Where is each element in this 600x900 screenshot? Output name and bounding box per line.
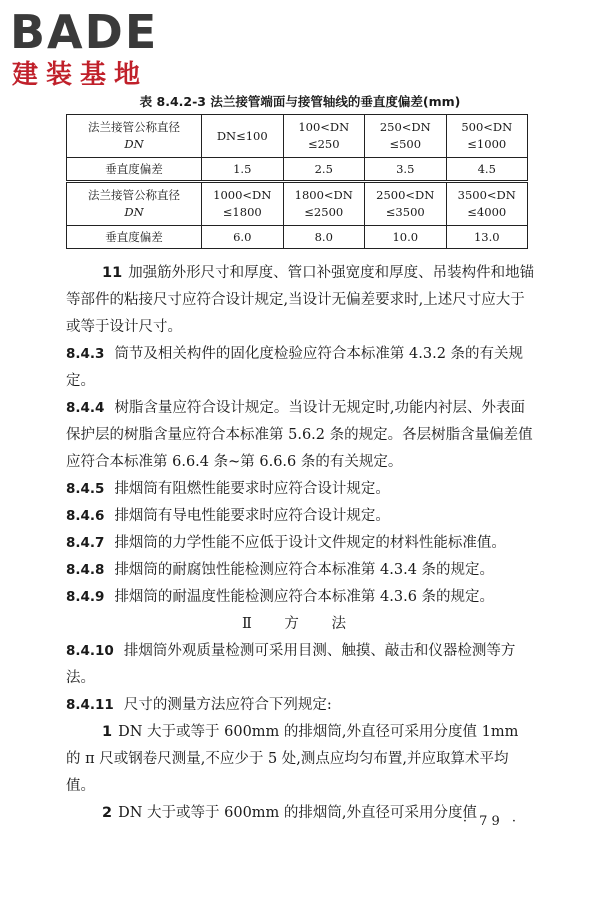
table-cell: 垂直度偏差 <box>67 226 202 249</box>
table-cell: 10.0 <box>365 226 447 249</box>
table-header-cell: 法兰接管公称直径 DN <box>67 115 202 158</box>
clause-8-4-5: 8.4.5 排烟筒有阻燃性能要求时应符合设计规定。 <box>66 481 390 497</box>
table-row <box>67 158 528 182</box>
clause-8-4-8: 8.4.8 排烟筒的耐腐蚀性能检测应符合本标准第 4.3.4 条的规定。 <box>66 562 495 578</box>
document-body <box>66 260 536 827</box>
table-cell: 6.0 <box>202 226 284 249</box>
table-header-cell: 3500<DN ≤4000 <box>446 182 528 226</box>
table-cell: 1.5 <box>202 158 284 182</box>
table-row <box>67 115 528 158</box>
section-heading: Ⅱ 方 法 <box>241 616 361 632</box>
table-header-cell: 法兰接管公称直径 DN <box>67 182 202 226</box>
bade-logo <box>10 5 178 92</box>
clause-8-4-11: 8.4.11 尺寸的测量方法应符合下列规定: <box>66 697 332 713</box>
logo-subtitle: 建装基地 <box>12 60 149 90</box>
table-caption: 表 8.4.2-3 法兰接管端面与接管轴线的垂直度偏差(mm) <box>139 94 461 109</box>
table-cell: 13.0 <box>446 226 528 249</box>
clause-8-4-4: 8.4.4 树脂含量应符合设计规定。当设计无规定时,功能内衬层、外表面保护层的树脂含量应符合本标准第 5.6.2 条的规定。各层树脂含量偏差值应符合本标准第 6.6.4 条~第 6.6.6 条的有关规定。 <box>66 400 533 470</box>
table-header-cell: DN≤100 <box>202 115 284 158</box>
clause-8-4-3: 8.4.3 筒节及相关构件的固化度检验应符合本标准第 4.3.2 条的有关规定。 <box>66 346 524 389</box>
table-cell: 8.0 <box>283 226 365 249</box>
table-header-cell: 1800<DN ≤2500 <box>283 182 365 226</box>
deviation-table <box>66 114 528 249</box>
clause-8-4-6: 8.4.6 排烟筒有导电性能要求时应符合设计规定。 <box>66 508 390 524</box>
item-11: 11 加强筋外形尺寸和厚度、管口补强宽度和厚度、吊装构件和地锚等部件的粘接尺寸应符合设计规定,当设计无偏差要求时,上述尺寸应大于或等于设计尺寸。 <box>66 265 535 335</box>
item-2: 2 DN 大于或等于 600mm 的排烟筒,外直径可采用分度值 <box>102 805 478 821</box>
table-row <box>67 182 528 226</box>
page-number: · 79 · <box>462 814 520 829</box>
table-header-cell: 1000<DN ≤1800 <box>202 182 284 226</box>
table-cell: 垂直度偏差 <box>67 158 202 182</box>
table-header-cell: 500<DN ≤1000 <box>446 115 528 158</box>
table-header-cell: 2500<DN ≤3500 <box>365 182 447 226</box>
table-header-cell: 100<DN ≤250 <box>283 115 365 158</box>
clause-8-4-7: 8.4.7 排烟筒的力学性能不应低于设计文件规定的材料性能标准值。 <box>66 535 506 551</box>
table-cell: 2.5 <box>283 158 365 182</box>
logo-brand: BADE <box>10 5 159 59</box>
table-cell: 3.5 <box>365 158 447 182</box>
table-cell: 4.5 <box>446 158 528 182</box>
table-header-cell: 250<DN ≤500 <box>365 115 447 158</box>
clause-8-4-9: 8.4.9 排烟筒的耐温度性能检测应符合本标准第 4.3.6 条的规定。 <box>66 589 495 605</box>
clause-8-4-10: 8.4.10 排烟筒外观质量检测可采用目测、触摸、敲击和仪器检测等方法。 <box>66 643 516 686</box>
table-row <box>67 226 528 249</box>
item-1: 1 DN 大于或等于 600mm 的排烟筒,外直径可采用分度值 1mm 的 π 尺或钢卷尺测量,不应少于 5 处,测点应均匀布置,并应取算术平均值。 <box>66 724 519 794</box>
